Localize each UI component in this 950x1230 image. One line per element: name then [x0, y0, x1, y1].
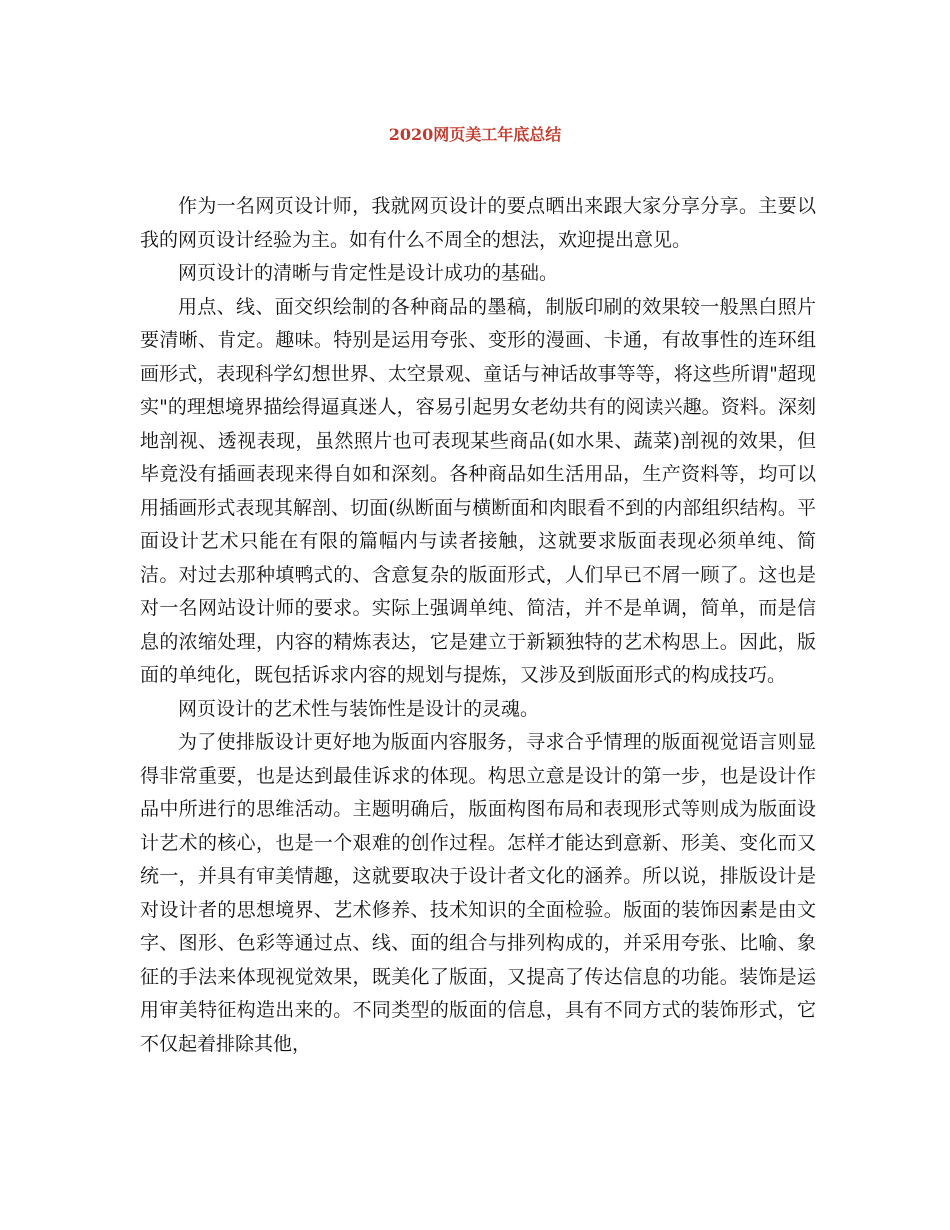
paragraph-heading-clarity: 网页设计的清晰与肯定性是设计成功的基础。 [178, 262, 559, 284]
paragraph-intro: 作为一名网页设计师，我就网页设计的要点晒出来跟大家分享分享。主要以我的网页设计经验为主。如有什么不周全的想法，欢迎提出意见。 [140, 195, 816, 251]
document-title: 2020网页美工年底总结 [388, 125, 562, 144]
document-body [140, 190, 816, 1061]
paragraph-artistry-detail: 为了使排版设计更好地为版面内容服务，寻求合乎情理的版面视觉语言则显得非常重要，也是达到最佳诉求的体现。构思立意是设计的第一步，也是设计作品中所进行的思维活动。主题明确后，版面构图布局和表现形式等则成为版面设计艺术的核心，也是一个艰难的创作过程。怎样才能达到意新、形美、变化而又统一，并具有审美情趣，这就要取决于设计者文化的涵养。所以说，排版设计是对设计者的思想境界、艺术修养、技术知识的全面检验。版面的装饰因素是由文字、图形、色彩等通过点、线、面的组合与排列构成的，并采用夸张、比喻、象征的手法来体现视觉效果，既美化了版面，又提高了传达信息的功能。装饰是运用审美特征构造出来的。不同类型的版面的信息，具有不同方式的装饰形式，它不仅起着排除其他， [140, 731, 816, 1055]
paragraph-heading-artistry: 网页设计的艺术性与装饰性是设计的灵魂。 [178, 697, 540, 720]
paragraph-clarity-detail: 用点、线、面交织绘制的各种商品的墨稿，制版印刷的效果较一般黑白照片要清晰、肯定。趣味。特别是运用夸张、变形的漫画、卡通，有故事性的连环组画形式，表现科学幻想世界、太空景观、童话与神话故事等等，将这些所谓"超现实"的理想境界描绘得逼真迷人，容易引起男女老幼共有的阅读兴趣。资料。深刻地剖视、透视表现，虽然照片也可表现某些商品(如水果、蔬菜)剖视的效果，但毕竟没有插画表现来得自如和深刻。各种商品如生活用品，生产资料等，均可以用插画形式表现其解剖、切面(纵断面与横断面和肉眼看不到的内部组织结构。平面设计艺术只能在有限的篇幅内与读者接触，这就要求版面表现必须单纯、简洁。对过去那种填鸭式的、含意复杂的版面形式，人们早已不屑一顾了。这也是对一名网站设计师的要求。实际上强调单纯、简洁，并不是单调，简单，而是信息的浓缩处理，内容的精炼表达，它是建立于新颖独特的艺术构思上。因此，版面的单纯化，既包括诉求内容的规划与提炼，又涉及到版面形式的构成技巧。 [140, 295, 816, 686]
